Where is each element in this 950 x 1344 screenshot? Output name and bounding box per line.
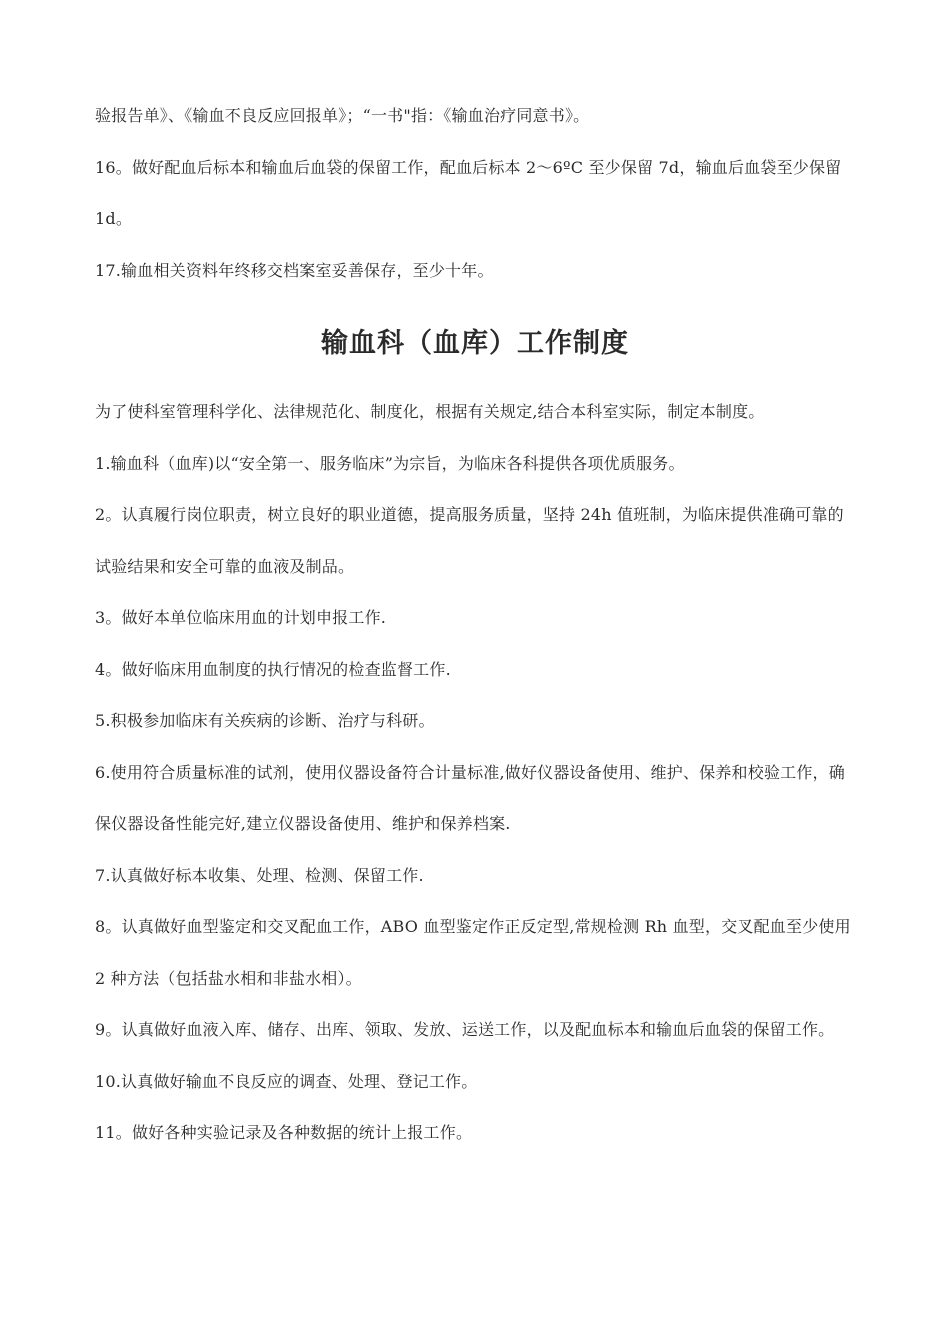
paragraph-item-2: 2。认真履行岗位职责，树立良好的职业道德，提高服务质量，坚持 24h 值班制，为临床提供准确可靠的试验结果和安全可靠的血液及制品。: [95, 505, 844, 576]
paragraph-continued-references: 验报告单》、《输血不良反应回报单》；“一书"指：《输血治疗同意书》。: [95, 106, 590, 125]
document-page: [95, 90, 855, 1159]
paragraph-intro: 为了使科室管理科学化、法律规范化、制度化，根据有关规定,结合本科室实际，制定本制度。: [95, 402, 765, 421]
paragraph-item-16: 16。做好配血后标本和输血后血袋的保留工作，配血后标本 2～6ºC 至少保留 7d，输血后血袋至少保留 1d。: [95, 157, 842, 228]
paragraph-item-17: 17.输血相关资料年终移交档案室妥善保存，至少十年。: [95, 260, 494, 280]
paragraph-item-6: 6.使用符合质量标准的试剂，使用仪器设备符合计量标准,做好仪器设备使用、维护、保养和校验工作，确保仪器设备性能完好,建立仪器设备使用、维护和保养档案.: [95, 762, 845, 833]
paragraph-item-7: 7.认真做好标本收集、处理、检测、保留工作.: [95, 865, 424, 885]
paragraph-item-9: 9。认真做好血液入库、储存、出库、领取、发放、运送工作，以及配血标本和输血后血袋的保留工作。: [95, 1020, 835, 1039]
paragraph-item-4: 4。做好临床用血制度的执行情况的检查监督工作.: [95, 659, 451, 679]
paragraph-item-5: 5.积极参加临床有关疾病的诊断、治疗与科研。: [95, 711, 435, 730]
paragraph-item-8: 8。认真做好血型鉴定和交叉配血工作，ABO 血型鉴定作正反定型,常规检测 Rh 血型，交叉配血至少使用 2 种方法（包括盐水相和非盐水相）。: [95, 917, 851, 988]
section-title: 输血科（血库）工作制度: [321, 328, 629, 359]
paragraph-item-1: 1.输血科（血库)以“安全第一、服务临床”为宗旨，为临床各科提供各项优质服务。: [95, 453, 685, 473]
paragraph-item-10: 10.认真做好输血不良反应的调查、处理、登记工作。: [95, 1071, 478, 1091]
paragraph-item-3: 3。做好本单位临床用血的计划申报工作.: [95, 608, 387, 627]
paragraph-item-11: 11。做好各种实验记录及各种数据的统计上报工作。: [95, 1123, 473, 1142]
